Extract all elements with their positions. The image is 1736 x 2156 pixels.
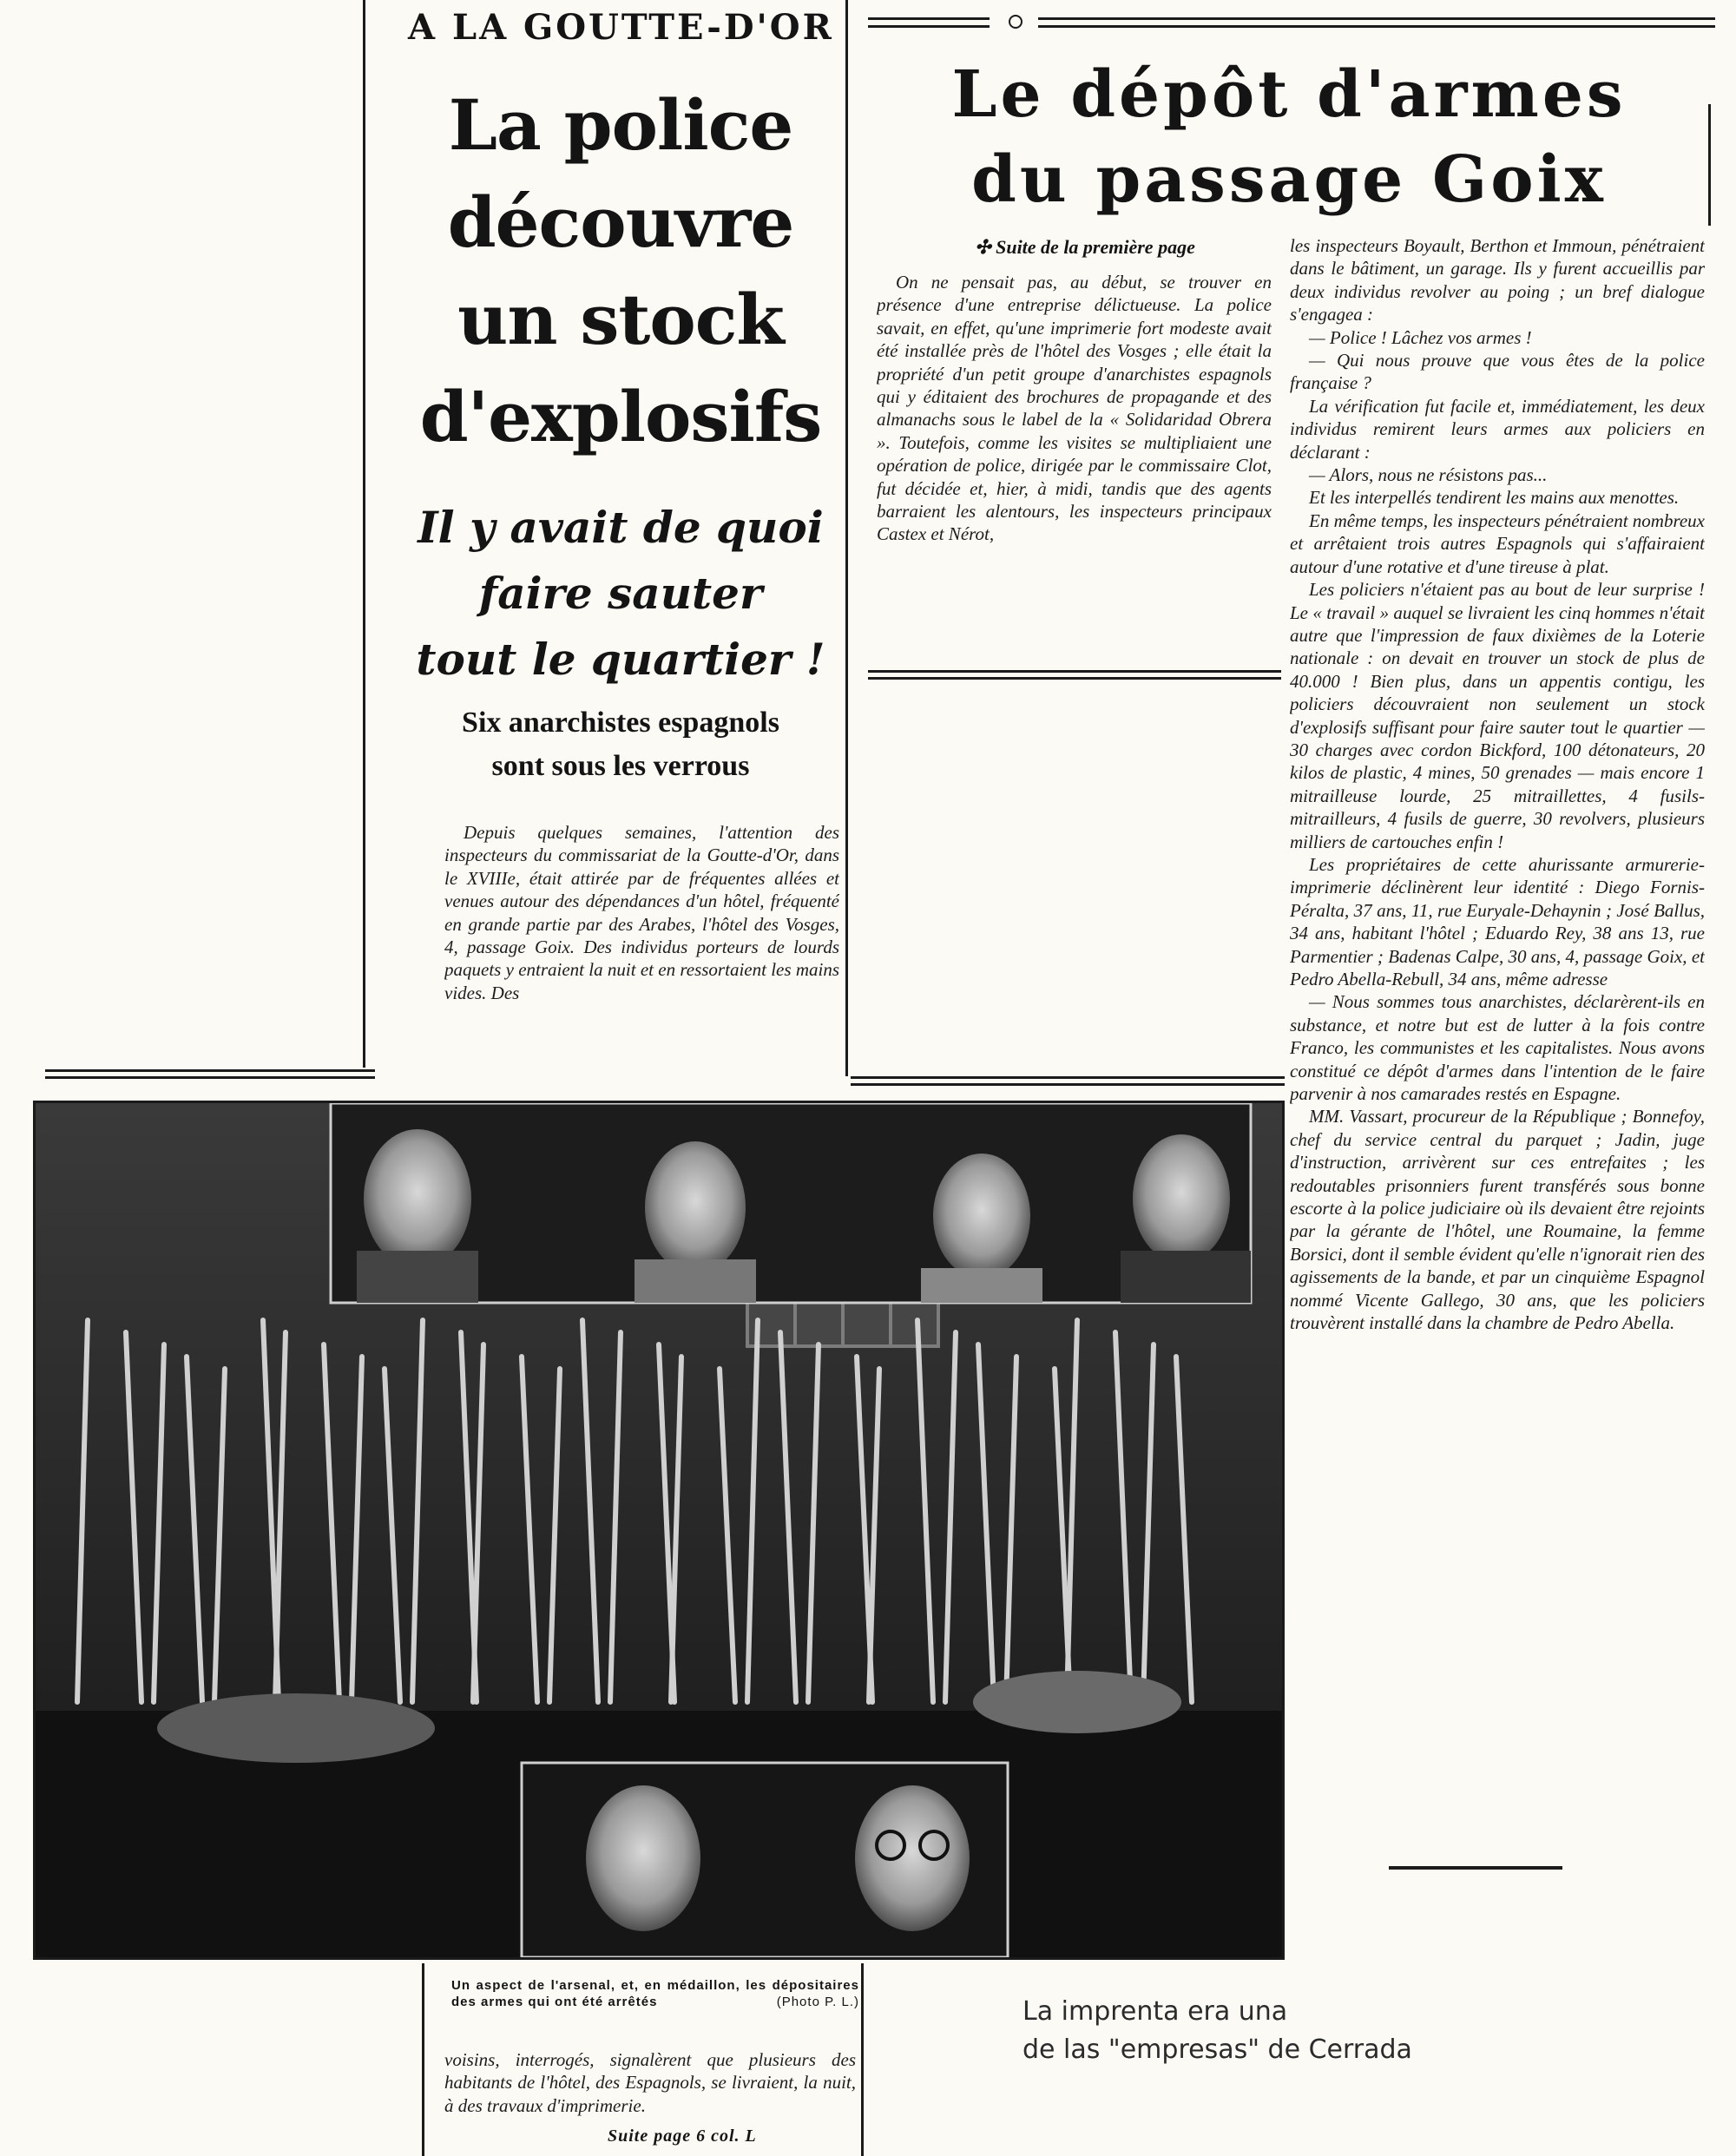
paragraph: — Qui nous prouve que vous êtes de la police française ? (1290, 350, 1705, 394)
photo-top-rule-left (45, 1069, 375, 1072)
subhead-line: Il y avait de quoi (418, 502, 824, 553)
right-article-headline (868, 52, 1710, 222)
headline-line: La police (448, 84, 793, 166)
news-photo (33, 1101, 1285, 1960)
right-col1-end-rule (868, 670, 1281, 673)
left-article-deck (408, 701, 833, 788)
annotation-line: La imprenta era una (1023, 1996, 1288, 2027)
annotation-line: de las "empresas" de Cerrada (1023, 2034, 1412, 2065)
right-article-col2 (1290, 234, 1705, 1857)
right-head-double-rule-right (1038, 17, 1715, 20)
subhead-line: tout le quartier ! (416, 634, 825, 685)
left-article-subhead (391, 495, 851, 693)
right-article-col1: On ne pensait pas, au début, se trouver en présence d'une entreprise délictueuse. La police savait, en effet, qu'une imprimerie fort modeste avait été installée près de l'hôtel des Vosges ; elle était la propriété d'un petit groupe d'anarchistes espagnols qui y éditaient des brochures de propagande et des almanachs sous le label de la « Solidaridad Obrera ». Toutefois, comme les visites se multipliaient une opération de police, dirigée par le commissaire Clot, fut décidée et, hier, à midi, tandis que des agents barraient les alentours, les inspecteurs principaux Castex et Nérot, (877, 272, 1272, 545)
photo-top-rule-right (851, 1076, 1285, 1079)
photo-caption (451, 1977, 859, 2010)
paragraph: La vérification fut facile et, immédiatement, les deux individus remirent leurs armes aux policiers en déclarant : (1290, 395, 1705, 463)
article-end-rule (1389, 1866, 1562, 1870)
paragraph: Et les interpellés tendirent les mains aux menottes. (1309, 487, 1680, 509)
photo-top-rule-right-2 (851, 1083, 1285, 1086)
right-head-double-rule-left-2 (868, 25, 990, 28)
left-article-kicker: A LA GOUTTE-D'OR (408, 7, 834, 48)
photo-top-rule-left-2 (45, 1076, 375, 1079)
paragraph: Les policiers n'étaient pas au bout de leur surprise ! Le « travail » auquel se livraient les cinq hommes n'était autre que l'impression de faux dixièmes de la Loterie nationale : on devait en trouver un stock de plus de 40.000 ! Bien plus, dans un appentis contigu, les policiers découvraient non seulement un stock d'explosifs suffisant pour faire sauter tout le quartier — 30 charges avec cordon Bickford, 100 détonateurs, 20 kilos de plastic, 4 mines, 50 grenades — mais encore 1 mitrailleuse lourde, 25 mitraillettes, 4 fusils-mitrailleurs, 4 fusils de guerre, 30 revolvers, plusieurs milliers de cartouches enfin ! (1290, 579, 1705, 852)
headline-line: un stock (457, 279, 784, 360)
right-head-double-rule-left (868, 17, 990, 20)
arsenal-photo-illustration (36, 1103, 1282, 1957)
annotation-caption (1023, 1993, 1543, 2069)
column-rule-left (363, 0, 365, 1068)
paragraph: Les propriétaires de cette ahurissante armurerie-imprimerie déclinèrent leur identité : Diego Fornis-Péralta, 37 ans, 11, rue Euryale-Dehaynin ; José Ballus, 34 ans, habitant l'hôtel ; Eduardo Rey, 38 ans 13, rue Parmentier ; Badenas Calpe, 30 ans, 4, passage Goix, et Pedro Abella-Rebull, 34 ans, même adresse (1290, 853, 1705, 989)
paragraph: — Alors, nous ne résistons pas... (1309, 464, 1548, 486)
deck-line: Six anarchistes espagnols (462, 707, 779, 739)
paragraph: — Nous sommes tous anarchistes, déclarèrent-ils en substance, et notre but est de lutter à la fois contre Franco, les communistes et les capitalistes. Nous avons constitué ce dépôt d'armes dans l'intention de le faire parvenir à nos camarades restés en Espagne. (1290, 991, 1705, 1105)
paragraph: — Police ! Lâchez vos armes ! (1309, 326, 1532, 348)
photo-credit: (Photo P. L.) (776, 1995, 859, 2009)
headline-line: Le dépôt d'armes (951, 57, 1627, 132)
caption-rule-right (861, 1963, 864, 2156)
star-icon: ✣ (975, 236, 996, 258)
ornament-circle (1009, 15, 1023, 29)
left-article-continuation: voisins, interrogés, signalèrent que plusieurs des habitants de l'hôtel, des Espagnols, se livraient, la nuit, à des travaux d'imprimerie. (444, 2049, 856, 2116)
caption-text: Un aspect de l'arsenal, et, en médaillon, les dépositaires des armes qui ont été arrêtés (451, 1978, 859, 2009)
headline-line: d'explosifs (419, 376, 822, 457)
deck-line: sont sous les verrous (491, 750, 750, 782)
headline-line: découvre (447, 181, 794, 263)
subhead-line: faire sauter (478, 568, 763, 619)
continued-from-label: ✣ Suite de la première page (975, 236, 1195, 258)
right-head-double-rule-right-2 (1038, 25, 1715, 28)
paragraph: les inspecteurs Boyault, Berthon et Immoun, pénétraient dans le bâtiment, un garage. Ils y furent accueillis par deux individus revolver au poing ; un bref dialogue s'engagea : (1290, 235, 1705, 325)
jump-line: Suite page 6 col. L (608, 2126, 757, 2146)
left-article-headline (373, 76, 868, 465)
headline-line: du passage Goix (971, 142, 1607, 217)
right-col1-end-rule-2 (868, 677, 1281, 680)
left-article-body: Depuis quelques semaines, l'attention des inspecteurs du commissariat de la Goutte-d'Or, dans le XVIIIe, était attirée par de fréquentes allées et venues autour des dépendances d'un hôtel, fréquenté en grande partie par des Arabes, l'hôtel des Vosges, 4, passage Goix. Des individus porteurs de lourds paquets y entraient la nuit et en ressortaient les mains vides. Des (444, 822, 839, 1003)
paragraph: En même temps, les inspecteurs pénétraient nombreux et arrêtaient trois autres Espagnols qui s'affairaient autour d'une rotative et d'une tireuse à plat. (1290, 509, 1705, 577)
caption-rule-left (422, 1963, 424, 2156)
paragraph: MM. Vassart, procureur de la République ; Bonnefoy, chef du service central du parquet ; Jadin, juge d'instruction, arrivèrent sur ces entrefaites ; les redoutables prisonniers furent transférés sous bonne escorte à la police judiciaire où ils devaient être rejoints par la gérante de l'hôtel, une Roumaine, la femme Borsici, dont il semble évident qu'elle n'ignorait rien des agissements de la bande, et par un cinquième Espagnol nommé Vicente Gallego, 30 ans, que les policiers trouvèrent installé dans la chambre de Pedro Abella. (1290, 1106, 1705, 1334)
